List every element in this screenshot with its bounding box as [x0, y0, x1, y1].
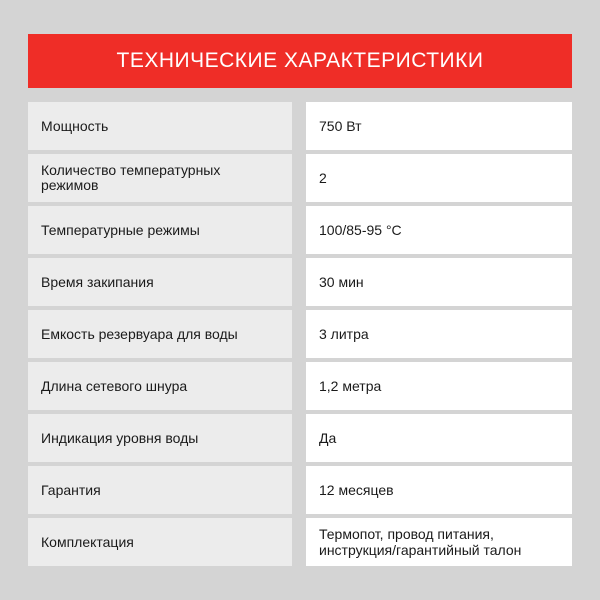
spec-row-boil-time [28, 258, 572, 306]
spec-label: Комплектация [28, 518, 292, 566]
spec-value: Да [306, 414, 572, 462]
spec-row-temperature-modes [28, 206, 572, 254]
spec-label: Индикация уровня воды [28, 414, 292, 462]
spec-label: Длина сетевого шнура [28, 362, 292, 410]
spec-row-package [28, 518, 572, 566]
spec-label: Гарантия [28, 466, 292, 514]
spec-value: 1,2 метра [306, 362, 572, 410]
spec-label: Температурные режимы [28, 206, 292, 254]
spec-row-capacity [28, 310, 572, 358]
spec-label: Мощность [28, 102, 292, 150]
spec-value: 100/85-95 °С [306, 206, 572, 254]
spec-value: 750 Вт [306, 102, 572, 150]
spec-row-water-indicator [28, 414, 572, 462]
spec-label: Время закипания [28, 258, 292, 306]
spec-row-warranty [28, 466, 572, 514]
spec-value: 3 литра [306, 310, 572, 358]
spec-row-mode-count [28, 154, 572, 202]
spec-header-banner [28, 34, 572, 88]
spec-value: 12 месяцев [306, 466, 572, 514]
spec-value: Термопот, провод питания, инструкция/гарантийный талон [306, 518, 572, 566]
spec-value: 2 [306, 154, 572, 202]
spec-row-power [28, 102, 572, 150]
spec-row-cord-length [28, 362, 572, 410]
spec-label: Количество температурных режимов [28, 154, 292, 202]
spec-value: 30 мин [306, 258, 572, 306]
page-title: ТЕХНИЧЕСКИЕ ХАРАКТЕРИСТИКИ [116, 49, 484, 72]
spec-table [28, 102, 572, 570]
spec-label: Емкость резервуара для воды [28, 310, 292, 358]
